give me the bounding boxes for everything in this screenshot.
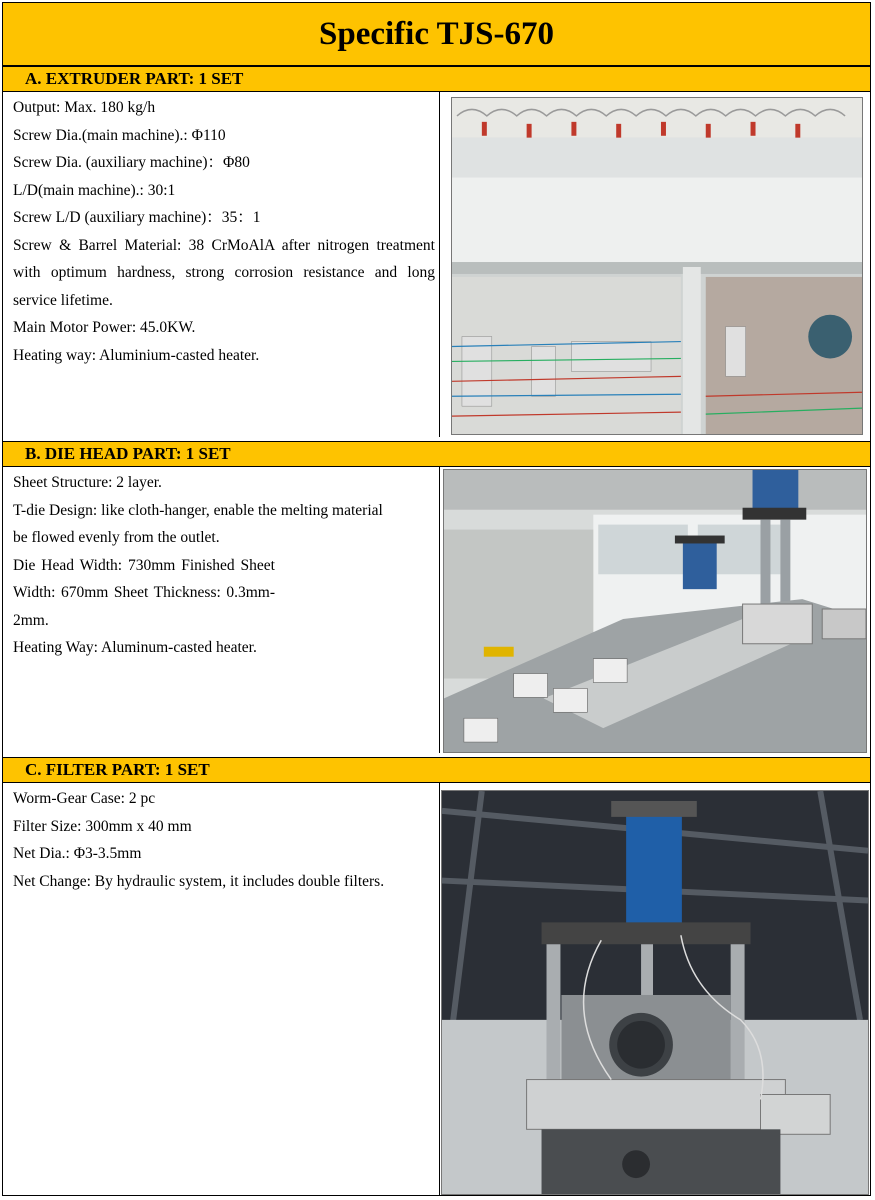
spec-line: Worm-Gear Case: 2 pc [13,790,156,807]
spec-line: Net Dia.: Φ3-3.5mm [13,845,142,862]
column-divider [439,467,440,753]
filter-photo [441,790,869,1195]
column-divider [439,783,440,1196]
section-a-text [3,92,439,369]
spec-line: Screw Dia. (auxiliary machine)：Φ80 [13,154,250,171]
spec-line: Screw & Barrel Material: 38 CrMoAlA after nitrogen treatment with optimum hardness, strong corrosion resistance and long service lifetime. [13,236,435,309]
spec-line: Die Head Width: 730mm Finished Sheet Width: 670mm Sheet Thickness: 0.3mm-2mm. [13,556,275,629]
spec-line: Sheet Structure: 2 layer. [13,474,162,491]
section-b-text [3,467,439,662]
spec-line: L/D(main machine).: 30:1 [13,181,176,199]
spec-sheet [2,2,871,1196]
spec-line: T-die Design: like cloth-hanger, enable the melting material be flowed evenly from the outlet. [13,501,383,546]
section-c-text [3,783,439,895]
spec-line: Output: Max. 180 kg/h [13,99,156,116]
section-b-heading: B. DIE HEAD PART: 1 SET [3,441,870,467]
page-title: Specific TJS-670 [3,3,870,66]
spec-line: Net Change: By hydraulic system, it includes double filters. [13,872,385,890]
spec-line: Screw L/D (auxiliary machine)：35：1 [13,209,261,226]
spec-line: Screw Dia.(main machine).: Φ110 [13,126,226,144]
spec-line: Filter Size: 300mm x 40 mm [13,817,192,835]
spec-line: Heating Way: Aluminum-casted heater. [13,639,257,656]
die-head-photo [443,469,867,753]
extruder-control-panel-photo [451,97,863,435]
spec-line: Main Motor Power: 45.0KW. [13,319,196,336]
spec-line: Heating way: Aluminium-casted heater. [13,346,260,364]
section-c-heading: C. FILTER PART: 1 SET [3,757,870,783]
section-a-heading: A. EXTRUDER PART: 1 SET [3,66,870,92]
column-divider [439,92,440,437]
